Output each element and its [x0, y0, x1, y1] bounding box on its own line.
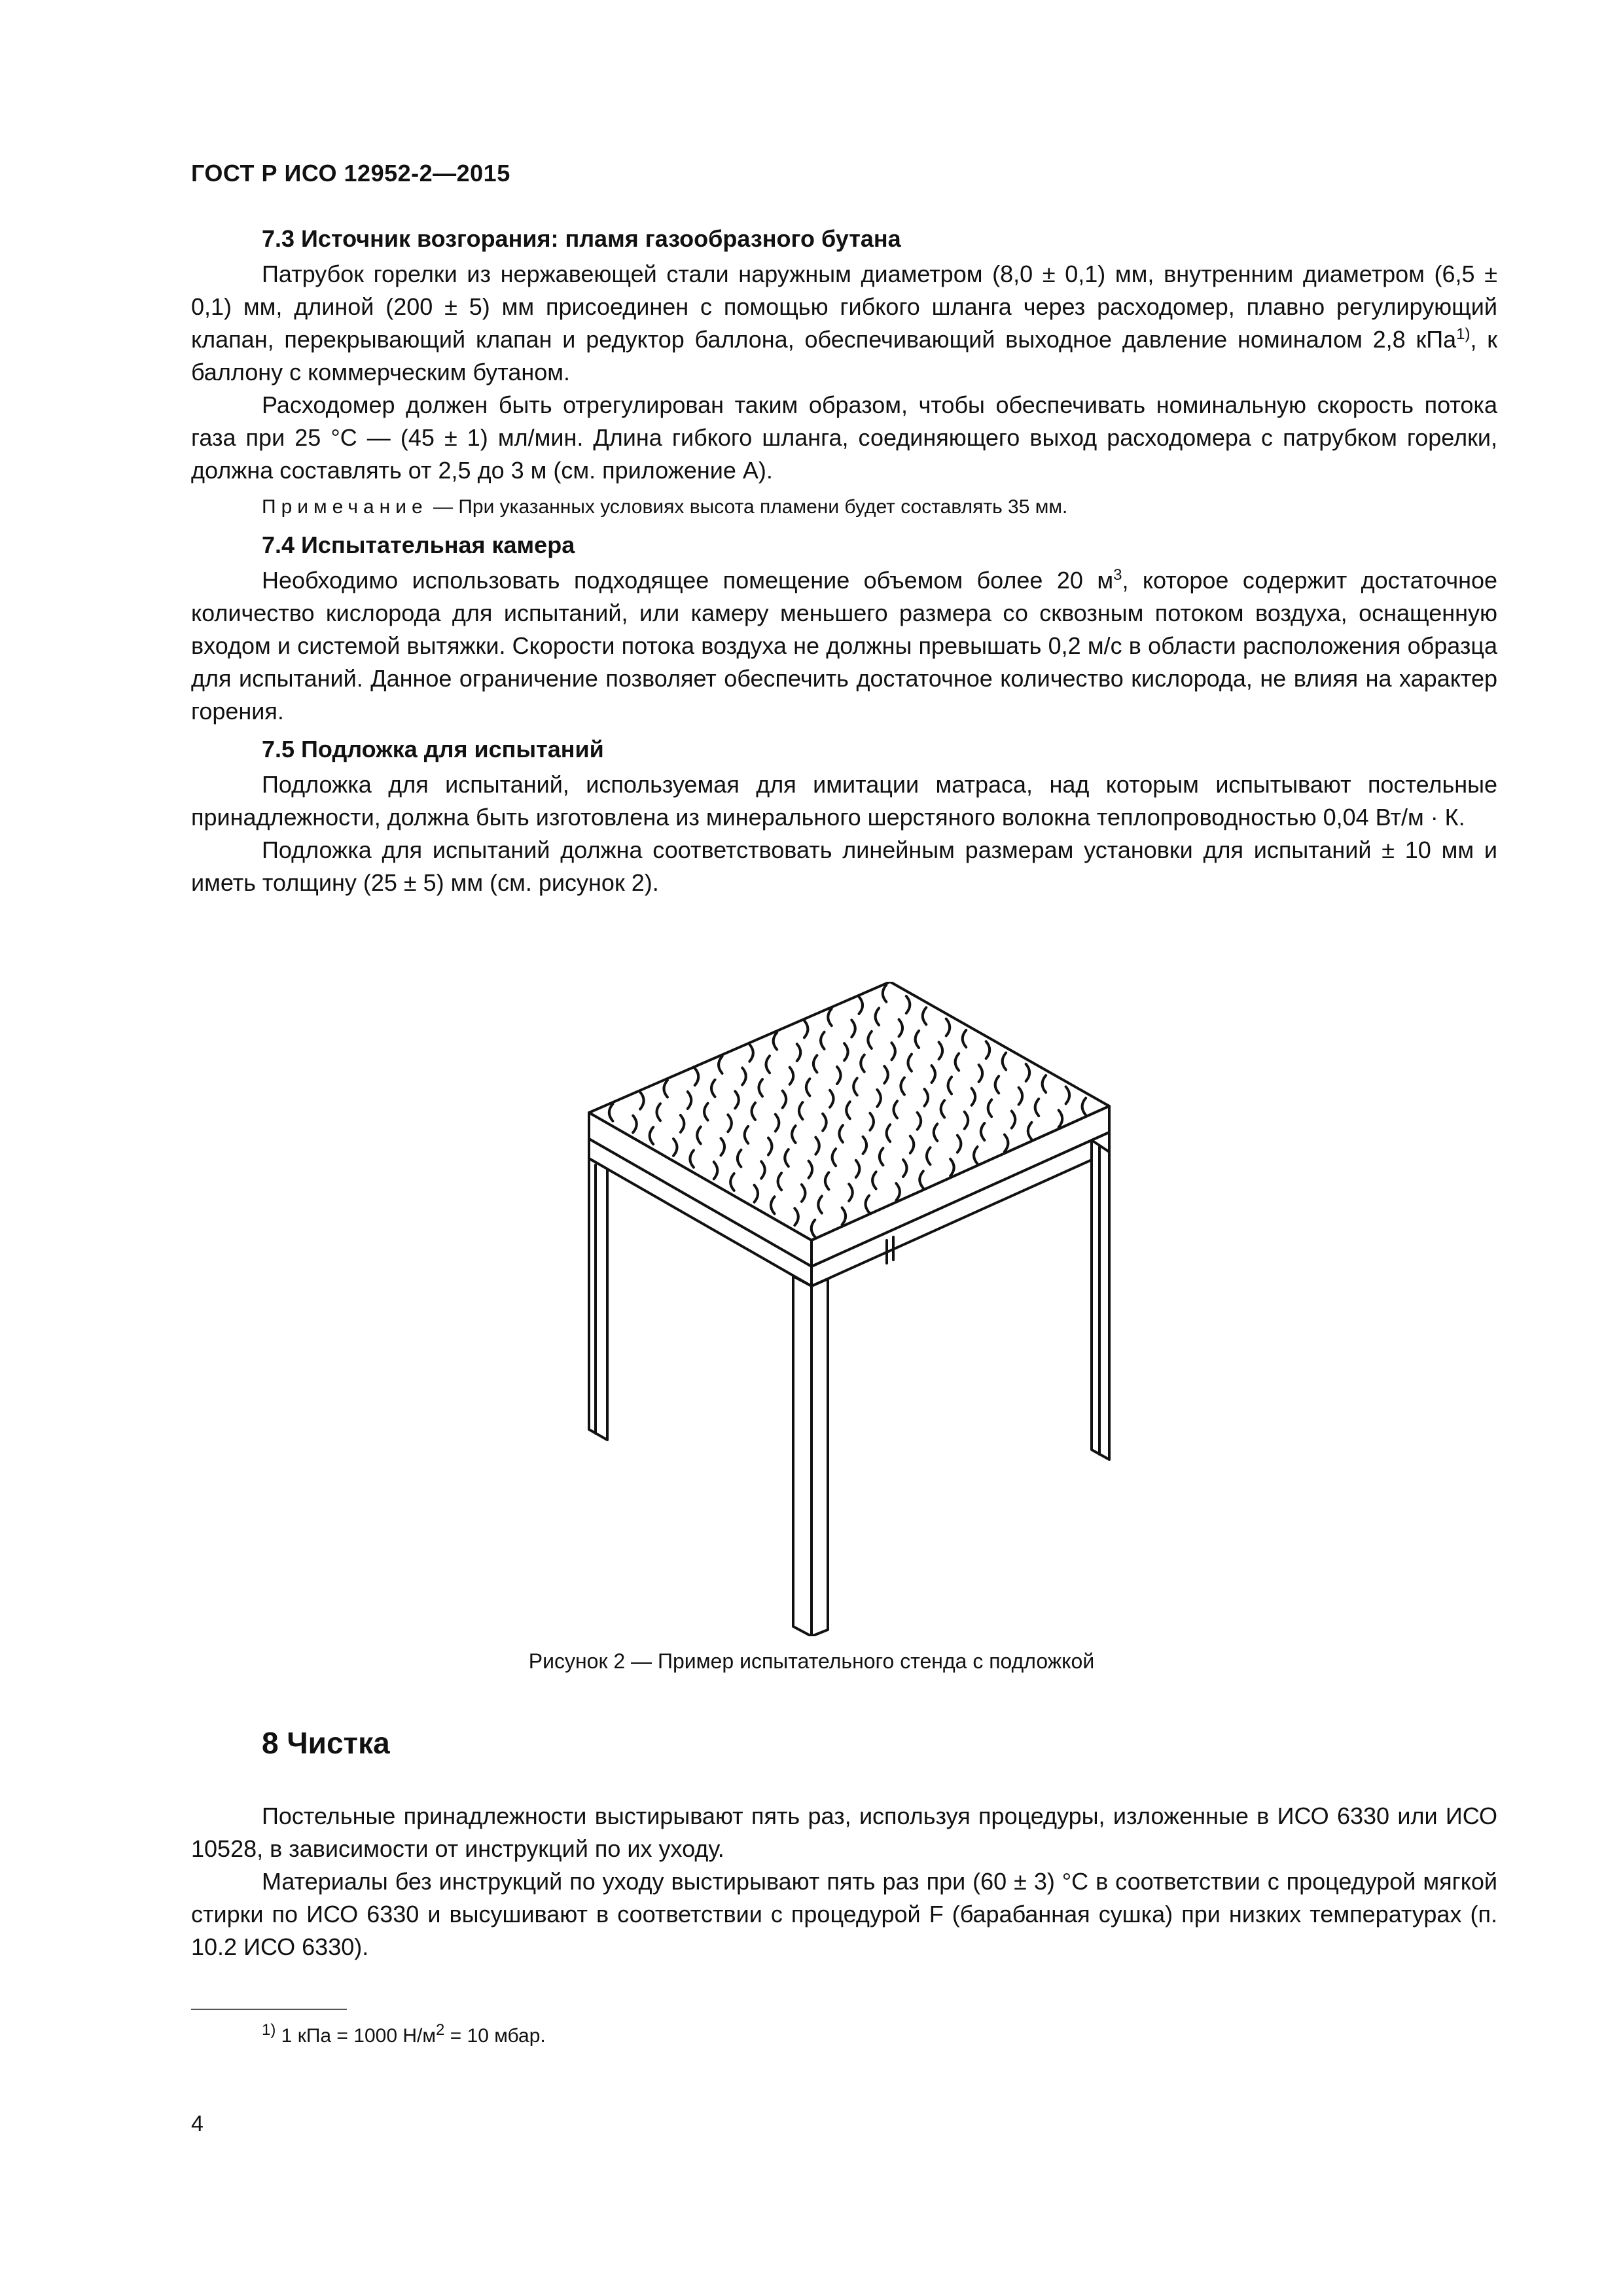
note-text: — При указанных условиях высота пламени будет составлять 35 мм. [427, 496, 1068, 518]
leg-left [589, 1158, 607, 1440]
figure-caption: Рисунок 2 — Пример испытательного стенда с подложкой [528, 1649, 1095, 1673]
section-7-3-paragraph-1: Патрубок горелки из нержавеющей стали наружным диаметром (8,0 ± 0,1) мм, внутренним диаметром (6,5 ± 0,1) мм, длиной (200 ± 5) мм присоединен с помощью гибкого шланга через расходомер, плавно регулирующий клапан, перекрывающий клапан и редуктор баллона, обеспечивающий выходное давление номиналом 2,8 кПа$^{1)}$, к баллону с коммерческим бутаном. [191, 260, 1497, 386]
section-7-4-paragraph-1: Необходимо использовать подходящее помещение объемом более 20 $м^3$, которое содержит достаточное количество кислорода для испытаний, или камеру меньшего размера со сквозным потоком воздуха, оснащенную входом и системой вытяжки. Скорости потока воздуха не должны превышать 0,2 м/с в области расположения образца для испытаний. Данное ограничение позволяет обеспечить достаточное количество кислорода, не влияя на характер горения. [191, 566, 1498, 725]
section-7-5-paragraph-1: Подложка для испытаний, используемая для имитации матраса, над которым испытывают постельные принадлежности, должна быть изготовлена из минерального шерстяного волокна теплопроводностью 0,04 Вт/м · К. [191, 771, 1497, 831]
section-8-title: 8 Чистка [262, 1726, 390, 1760]
note-label: Примечание [262, 496, 428, 518]
footnote-separator [191, 2009, 347, 2010]
section-7-3-title: 7.3 Источник возгорания: пламя газообразного бутана [262, 225, 901, 252]
figure-2-test-stand [576, 982, 1139, 1636]
section-8-paragraph-1: Постельные принадлежности выстирывают пять раз, используя процедуры, изложенные в ИСО 6330 или ИСО 10528, в зависимости от инструкций по их уходу. [191, 1803, 1497, 1862]
test-stand-drawing [576, 982, 1139, 1636]
main-text [191, 223, 1497, 899]
footnote: $^{1)}$ 1 кПа = 1000 $Н/м^2 = 10$ мбар. [262, 2021, 546, 2047]
section-7-5-title: 7.5 Подложка для испытаний [262, 736, 604, 762]
note [191, 492, 1497, 522]
document-header: ГОСТ Р ИСО 12952-2—2015 [191, 160, 510, 187]
leg-front [793, 1276, 812, 1636]
page-number: 4 [191, 2111, 204, 2136]
section-7-4-title: 7.4 Испытательная камера [262, 531, 575, 558]
section-8-text [191, 1800, 1497, 1964]
section-7-5-paragraph-2: Подложка для испытаний должна соответствовать линейным размерам установки для испытаний ± 10 мм и иметь толщину (25 ± 5) мм (см. рисунок 2). [191, 836, 1497, 896]
section-7-3-paragraph-2: Расходомер должен быть отрегулирован таким образом, чтобы обеспечивать номинальную скорость потока газа при 25 °С — (45 ± 1) мл/мин. Длина гибкого шланга, соединяющего выход расходомера с патрубком горелки, должна составлять от 2,5 до 3 м (см. приложение А). [191, 391, 1497, 484]
section-8-paragraph-2: Материалы без инструкций по уходу выстирывают пять раз при (60 ± 3) °С в соответствии с процедурой мягкой стирки по ИСО 6330 и высушивают в соответствии с процедурой F (барабанная сушка) при низких температурах (п. 10.2 ИСО 6330). [191, 1868, 1497, 1960]
